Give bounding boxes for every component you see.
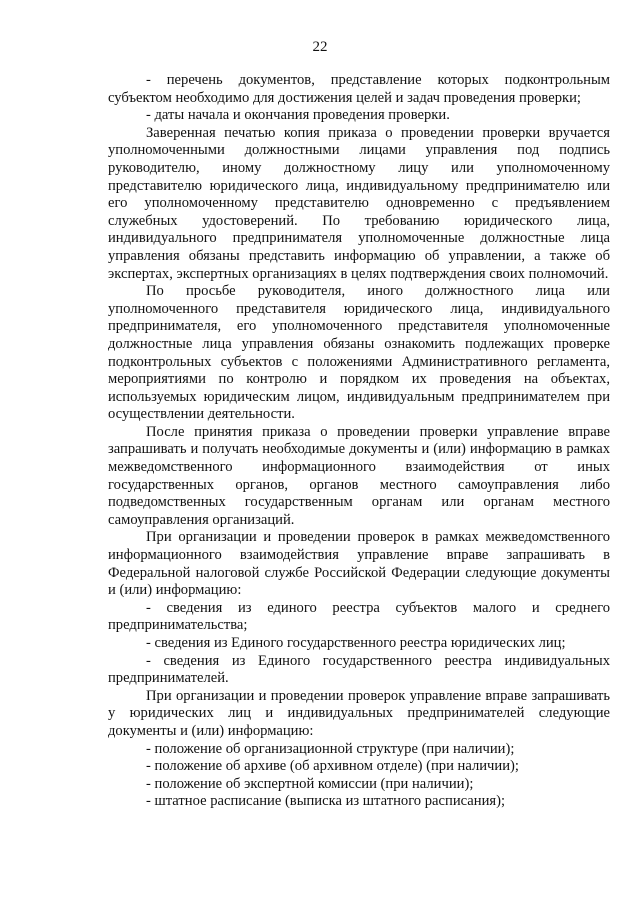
paragraph: - даты начала и окончания проведения проверки.: [146, 107, 450, 124]
paragraph: - сведения из Единого государственного реестра индивидуальных предпринимателей.: [108, 652, 610, 687]
paragraph: После принятия приказа о проведении проверки управление вправе запрашивать и получать необходимые документы и (или) информацию в рамках межведомственного информационного взаимодействия от иных государственных органов, органов местного самоуправления либо подведомственных государственным органам или органам местного самоуправления организаций.: [108, 423, 610, 528]
paragraph: - сведения из единого реестра субъектов малого и среднего предпринимательства;: [108, 599, 610, 634]
paragraph: - положение об архиве (об архивном отделе) (при наличии);: [146, 758, 519, 775]
paragraph: - штатное расписание (выписка из штатного расписания);: [146, 793, 506, 810]
paragraph: - перечень документов, представление которых подконтрольным субъектом необходимо для достижения целей и задач проведения проверки;: [108, 72, 610, 106]
paragraph: - положение об организационной структуре (при наличии);: [146, 740, 515, 757]
paragraph: - положение об экспертной комиссии (при наличии);: [146, 775, 474, 792]
paragraph: При организации и проведении проверок управление вправе запрашивать у юридических лиц и индивидуальных предпринимателей следующие документы и (или) информацию:: [108, 687, 610, 739]
paragraph: Заверенная печатью копия приказа о проведении проверки вручается уполномоченными должностными лицами управления под подпись руководителю, иному должностному лицу или уполномоченному представителю юридического лица, индивидуальному предпринимателю или его уполномоченному представителю одновременно с предъявлением служебных удостоверений. По требованию юридического лица, индивидуального предпринимателя уполномоченные должностные лица управления обязаны представить информацию об управлении, а также об экспертах, экспертных организациях в целях подтверждения своих полномочий.: [108, 124, 610, 282]
paragraph: По просьбе руководителя, иного должностного лица или уполномоченного представителя юридического лица, индивидуального предпринимателя, его уполномоченного представителя уполномоченные должностные лица управления обязаны ознакомить подлежащих проверке подконтрольных субъектов с положениями Административного регламента, мероприятиями по контролю и порядком их проведения на объектах, используемых юридическим лицом, индивидуальным предпринимателем при осуществлении деятельности.: [108, 283, 610, 423]
body-text: [108, 72, 610, 811]
paragraph: При организации и проведении проверок в рамках межведомственного информационного взаимодействия управление вправе запрашивать в Федеральной налоговой службе Российской Федерации следующие документы и (или) информацию:: [108, 529, 610, 599]
page-number: 22: [312, 39, 328, 55]
paragraph: - сведения из Единого государственного реестра юридических лиц;: [146, 635, 566, 651]
